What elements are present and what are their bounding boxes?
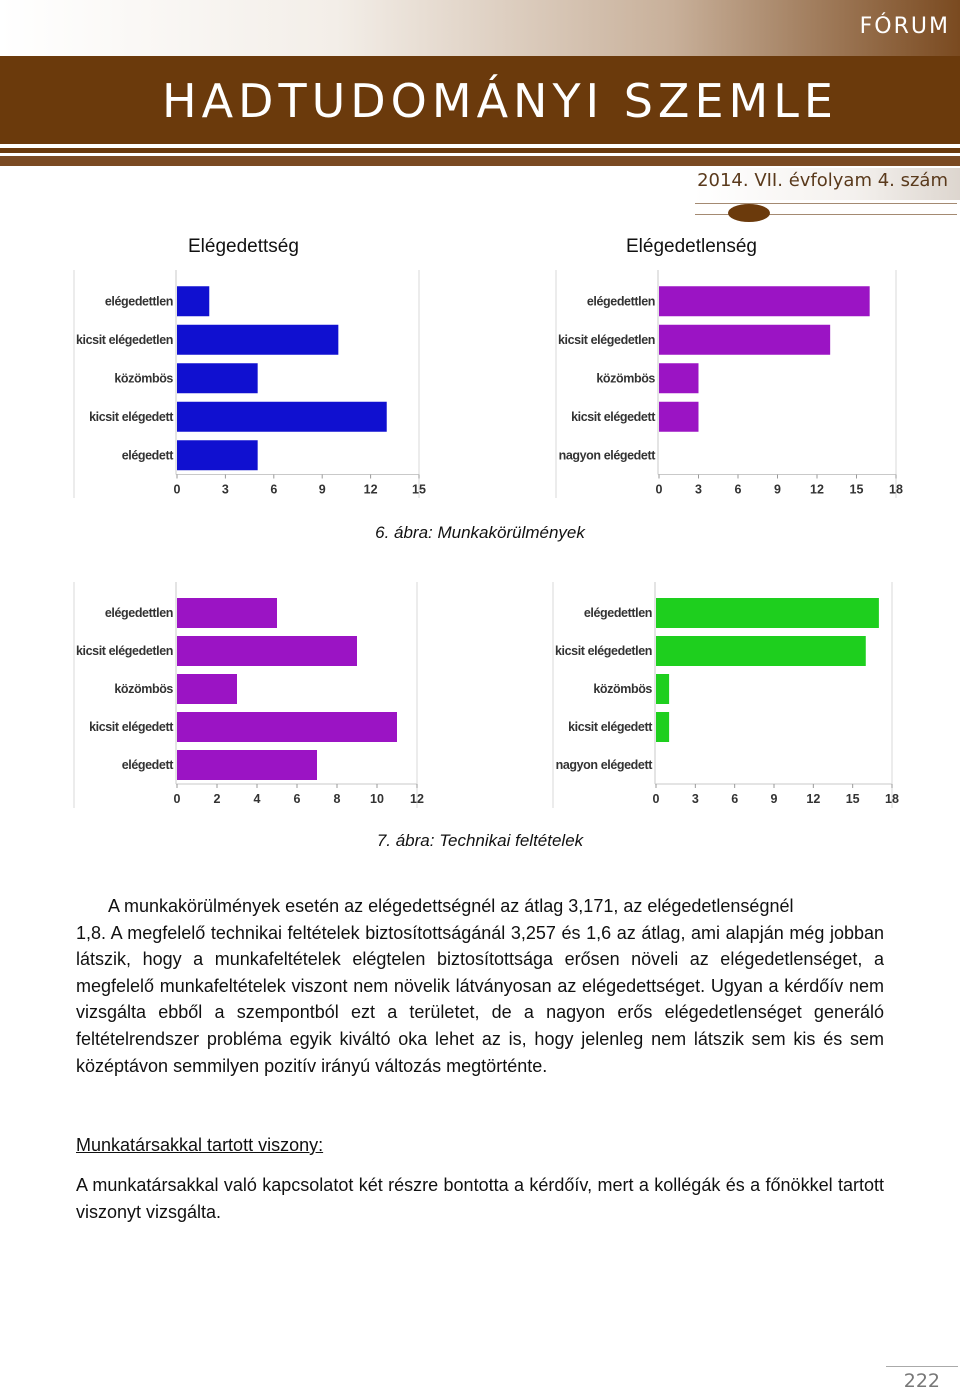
category-label: kicsit elégedett: [568, 720, 652, 734]
bar: [656, 598, 879, 628]
category-label: elégedettlen: [583, 606, 652, 620]
x-tick-label: 15: [845, 792, 860, 806]
x-tick-label: 12: [806, 792, 821, 806]
journal-banner: [0, 56, 960, 144]
category-label: kicsit elégedetlen: [75, 644, 173, 658]
x-tick-label: 9: [770, 792, 778, 806]
x-tick-label: 18: [889, 482, 903, 497]
bar: [177, 598, 277, 628]
bar: [659, 363, 699, 393]
x-tick-label: 6: [731, 792, 739, 806]
chart-working-conditions-satisfaction: [74, 270, 424, 502]
x-tick-label: 0: [173, 482, 181, 497]
figure-caption-6: 6. ábra: Munkakörülmények: [375, 523, 585, 542]
category-label: közömbös: [114, 371, 173, 386]
paragraph-1-rest: 1,8. A megfelelő technikai feltételek biztosítottságánál 3,257 és 1,6 az átlag, ami alapján még jobban látszik, hogy a munkafeltételek elégtelen biztosítottsága erősen növeli az elégedetlenséget, a megfelelő munkafeltételek viszont nem növelik látványosan az elégedettséget. Ugyan a kérdőív nem vizsgálta ebből a szempontból ezt a területet, de a nagyon erős elégedetlenséget generáló feltételrendszer probléma egyik kiváltó oka lehet az is, hogy jelenleg nem látszik sem kis és sem középtávon semmilyen pozitív irányú változás megtörténte.: [76, 922, 884, 1076]
x-tick-label: 0: [652, 792, 660, 806]
x-tick-label: 6: [734, 482, 742, 497]
issue-info: [694, 168, 960, 200]
ornament-dot: [728, 204, 770, 222]
header-gradient-strip: [0, 0, 960, 56]
figure-caption-7: 7. ábra: Technikai feltételek: [376, 831, 584, 850]
bar: [177, 674, 237, 704]
chart-title-dissatisfaction: Elégedetlenség: [626, 236, 757, 257]
bar: [656, 712, 669, 742]
bar: [177, 363, 258, 393]
bar: [656, 636, 866, 666]
page-number: 222: [903, 1370, 940, 1392]
x-tick-label: 10: [370, 792, 384, 806]
x-tick-label: 15: [849, 482, 864, 497]
paragraph-1-first-line: A munkakörülmények esetén az elégedettségnél az átlag 3,171, az elégedetlenségnél: [108, 896, 794, 916]
x-tick-label: 2: [213, 792, 221, 806]
bar: [656, 674, 669, 704]
issue-rule-top: [695, 203, 957, 204]
category-label: elégedett: [121, 758, 173, 772]
category-label: közömbös: [596, 371, 655, 386]
category-label: közömbös: [114, 682, 173, 696]
x-tick-label: 0: [173, 792, 181, 806]
chart-working-conditions-dissatisfaction: [556, 270, 906, 502]
journal-title: HADTUDOMÁNYI SZEMLE: [162, 74, 838, 128]
category-label: kicsit elégedett: [571, 409, 655, 424]
category-label: kicsit elégedetlen: [75, 332, 173, 347]
bar: [177, 402, 387, 432]
x-tick-label: 4: [253, 792, 261, 806]
x-tick-label: 9: [774, 482, 781, 497]
x-tick-label: 12: [810, 482, 824, 497]
body-paragraph-1: [76, 893, 884, 1079]
category-label: elégedettlen: [104, 294, 173, 309]
category-label: kicsit elégedett: [89, 409, 173, 424]
x-tick-label: 3: [695, 482, 702, 497]
issue-label: 2014. VII. évfolyam 4. szám: [697, 170, 948, 191]
category-label: elégedettlen: [586, 294, 655, 309]
bar: [659, 286, 870, 316]
bar: [177, 712, 397, 742]
bar: [177, 325, 338, 355]
bar: [177, 750, 317, 780]
x-tick-label: 18: [885, 792, 899, 806]
x-tick-label: 6: [270, 482, 278, 497]
bar: [659, 325, 830, 355]
category-label: nagyon elégedett: [558, 448, 655, 463]
bar: [177, 286, 209, 316]
category-label: elégedettlen: [104, 606, 173, 620]
page-number-rule: [886, 1366, 958, 1367]
category-label: kicsit elégedett: [89, 720, 173, 734]
chart-title-satisfaction: Elégedettség: [188, 236, 299, 257]
bar: [659, 402, 699, 432]
category-label: nagyon elégedett: [555, 758, 652, 772]
x-tick-label: 9: [318, 482, 326, 497]
x-tick-label: 8: [333, 792, 341, 806]
category-label: kicsit elégedetlen: [557, 332, 655, 347]
section-label: FÓRUM: [859, 14, 950, 39]
category-label: közömbös: [593, 682, 652, 696]
x-tick-label: 0: [655, 482, 663, 497]
bar: [177, 636, 357, 666]
banner-divider: [0, 148, 960, 153]
body-paragraph-2: A munkatársakkal való kapcsolatot két részre bontotta a kérdőív, mert a kollégák és a főnökkel tartott viszonyt vizsgálta.: [76, 1175, 884, 1222]
chart-technical-conditions-satisfaction: [74, 582, 424, 812]
category-label: elégedett: [121, 448, 173, 463]
chart-technical-conditions-dissatisfaction: [554, 582, 904, 812]
x-tick-label: 12: [363, 482, 378, 497]
bar: [177, 440, 258, 470]
x-tick-label: 3: [221, 482, 229, 497]
x-tick-label: 6: [293, 792, 301, 806]
category-label: kicsit elégedetlen: [554, 644, 652, 658]
banner-divider-secondary: [0, 156, 960, 166]
section-heading: Munkatársakkal tartott viszony:: [76, 1135, 324, 1155]
x-tick-label: 15: [412, 482, 426, 497]
x-tick-label: 12: [410, 792, 424, 806]
x-tick-label: 3: [691, 792, 699, 806]
